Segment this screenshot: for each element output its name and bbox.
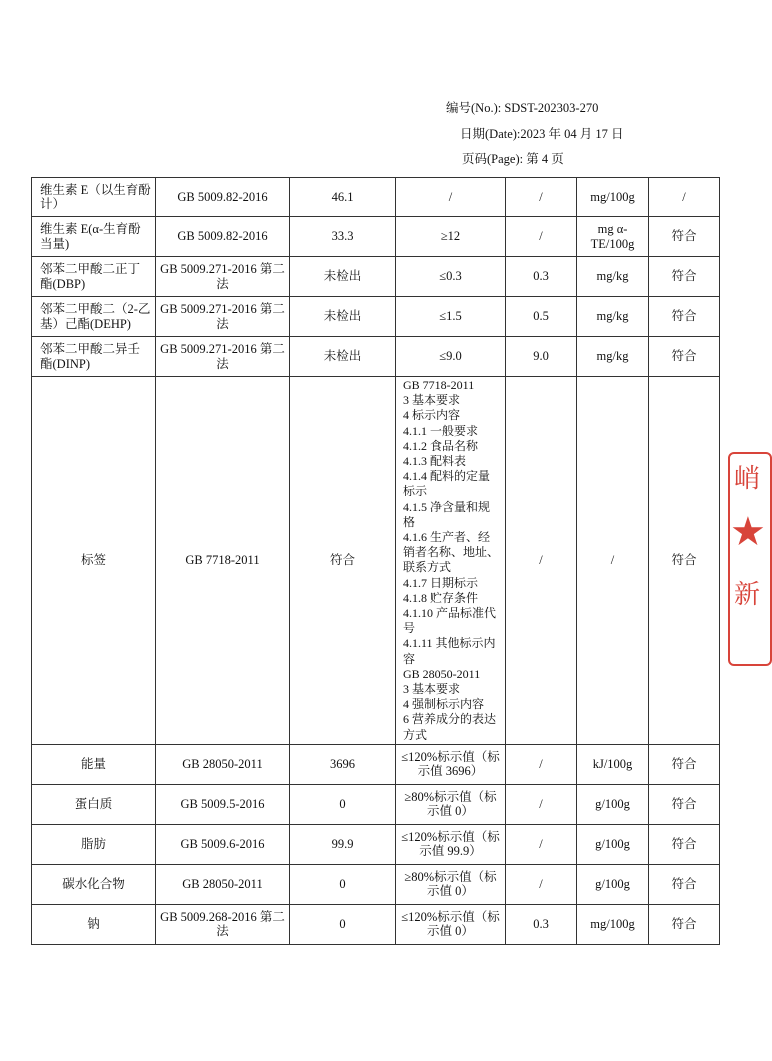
test-method: GB 5009.5-2016 xyxy=(156,784,290,824)
unit: g/100g xyxy=(577,824,649,864)
seal-star-icon: ★ xyxy=(730,509,766,555)
item-name: 维生素 E(α-生育酚当量) xyxy=(32,217,156,257)
judgment: 符合 xyxy=(649,784,720,824)
unit: kJ/100g xyxy=(577,744,649,784)
test-method: GB 5009.271-2016 第二法 xyxy=(156,337,290,377)
judgment: / xyxy=(649,178,720,217)
test-method: GB 5009.268-2016 第二法 xyxy=(156,904,290,944)
judgment: 符合 xyxy=(649,864,720,904)
judgment: 符合 xyxy=(649,904,720,944)
item-name: 能量 xyxy=(32,744,156,784)
test-method: GB 28050-2011 xyxy=(156,864,290,904)
test-result: 符合 xyxy=(290,377,396,745)
test-result: 未检出 xyxy=(290,257,396,297)
standard-requirement: ≥80%标示值（标示值 0） xyxy=(396,784,506,824)
detection-limit: / xyxy=(506,824,577,864)
test-method: GB 5009.271-2016 第二法 xyxy=(156,297,290,337)
judgment: 符合 xyxy=(649,257,720,297)
item-name: 蛋白质 xyxy=(32,784,156,824)
item-name: 标签 xyxy=(32,377,156,745)
standard-requirement: ≥80%标示值（标示值 0） xyxy=(396,864,506,904)
requirement-line: GB 28050-2011 xyxy=(403,666,481,681)
standard-requirement: ≤1.5 xyxy=(396,297,506,337)
detection-limit: / xyxy=(506,864,577,904)
requirement-line: 4.1.2 食品名称 xyxy=(403,438,479,453)
detection-limit: / xyxy=(506,784,577,824)
requirement-line: 4.1.5 净含量和规格 xyxy=(403,499,491,529)
requirement-line: 4.1.11 其他标示内容 xyxy=(403,636,496,666)
table-row xyxy=(32,744,720,784)
detection-limit: / xyxy=(506,377,577,745)
unit: mg/100g xyxy=(577,178,649,217)
unit: mg α-TE/100g xyxy=(577,217,649,257)
requirement-line: GB 7718-2011 xyxy=(403,378,475,392)
unit: g/100g xyxy=(577,784,649,824)
detection-limit: 0.3 xyxy=(506,904,577,944)
standard-requirement: ≥12 xyxy=(396,217,506,257)
judgment: 符合 xyxy=(649,824,720,864)
detection-limit: / xyxy=(506,744,577,784)
item-name: 维生素 E（以生育酚计） xyxy=(32,178,156,217)
requirement-line: 4.1.6 生产者、经销者名称、地址、联系方式 xyxy=(403,530,500,575)
judgment: 符合 xyxy=(649,377,720,745)
item-name: 钠 xyxy=(32,904,156,944)
table-row xyxy=(32,864,720,904)
page-number: 页码(Page): 第 4 页 xyxy=(462,152,564,166)
requirement-line: 4.1.1 一般要求 xyxy=(403,423,479,438)
test-result: 3696 xyxy=(290,744,396,784)
test-result: 0 xyxy=(290,904,396,944)
report-number: 编号(No.): SDST-202303-270 xyxy=(446,101,599,115)
standard-requirement: ≤120%标示值（标示值 99.9） xyxy=(396,824,506,864)
unit: mg/kg xyxy=(577,337,649,377)
requirement-line: 4.1.3 配料表 xyxy=(403,454,467,469)
unit: mg/kg xyxy=(577,297,649,337)
requirement-line: 4.1.10 产品标准代号 xyxy=(403,606,497,636)
detection-limit: 0.5 xyxy=(506,297,577,337)
requirement-line: 6 营养成分的表达方式 xyxy=(403,712,497,742)
test-method: GB 5009.271-2016 第二法 xyxy=(156,257,290,297)
test-method: GB 5009.82-2016 xyxy=(156,178,290,217)
table-row xyxy=(32,904,720,944)
test-result: 99.9 xyxy=(290,824,396,864)
requirement-line: 4.1.4 配料的定量标示 xyxy=(403,469,491,499)
seal-text-bottom: 新 xyxy=(734,580,761,610)
label-requirements xyxy=(396,377,506,745)
detection-limit: 0.3 xyxy=(506,257,577,297)
test-method: GB 5009.82-2016 xyxy=(156,217,290,257)
unit: g/100g xyxy=(577,864,649,904)
test-result: 未检出 xyxy=(290,337,396,377)
test-result: 0 xyxy=(290,784,396,824)
table-row-label xyxy=(32,377,720,745)
requirement-line: 3 基本要求 xyxy=(403,393,461,408)
requirement-line: 4.1.8 贮存条件 xyxy=(403,590,479,605)
item-name: 邻苯二甲酸二异壬酯(DINP) xyxy=(32,337,156,377)
unit: / xyxy=(577,377,649,745)
detection-limit: / xyxy=(506,178,577,217)
table-row xyxy=(32,337,720,377)
table-row xyxy=(32,217,720,257)
requirement-line: 3 基本要求 xyxy=(403,682,461,697)
test-result: 未检出 xyxy=(290,297,396,337)
standard-requirement: / xyxy=(396,178,506,217)
test-result: 0 xyxy=(290,864,396,904)
test-result: 46.1 xyxy=(290,178,396,217)
item-name: 邻苯二甲酸二正丁酯(DBP) xyxy=(32,257,156,297)
requirement-line: 4 强制标示内容 xyxy=(403,697,485,712)
judgment: 符合 xyxy=(649,217,720,257)
unit: mg/kg xyxy=(577,257,649,297)
judgment: 符合 xyxy=(649,297,720,337)
judgment: 符合 xyxy=(649,744,720,784)
item-name: 碳水化合物 xyxy=(32,864,156,904)
item-name: 脂肪 xyxy=(32,824,156,864)
table-row xyxy=(32,297,720,337)
table-row xyxy=(32,784,720,824)
table-row xyxy=(32,257,720,297)
item-name: 邻苯二甲酸二（2-乙基）己酯(DEHP) xyxy=(32,297,156,337)
test-method: GB 28050-2011 xyxy=(156,744,290,784)
test-method: GB 7718-2011 xyxy=(156,377,290,745)
official-seal xyxy=(728,452,772,666)
unit: mg/100g xyxy=(577,904,649,944)
standard-requirement: ≤9.0 xyxy=(396,337,506,377)
detection-limit: 9.0 xyxy=(506,337,577,377)
test-result: 33.3 xyxy=(290,217,396,257)
detection-limit: / xyxy=(506,217,577,257)
test-method: GB 5009.6-2016 xyxy=(156,824,290,864)
report-date: 日期(Date):2023 年 04 月 17 日 xyxy=(460,127,624,141)
table-row xyxy=(32,178,720,217)
seal-text-top: 峭 xyxy=(734,464,761,494)
judgment: 符合 xyxy=(649,337,720,377)
requirement-line: 4 标示内容 xyxy=(403,408,461,423)
standard-requirement: ≤120%标示值（标示值 3696） xyxy=(396,744,506,784)
requirement-line: 4.1.7 日期标示 xyxy=(403,575,479,590)
standard-requirement: ≤120%标示值（标示值 0） xyxy=(396,904,506,944)
table-row xyxy=(32,824,720,864)
standard-requirement: ≤0.3 xyxy=(396,257,506,297)
test-results-table xyxy=(31,177,720,945)
